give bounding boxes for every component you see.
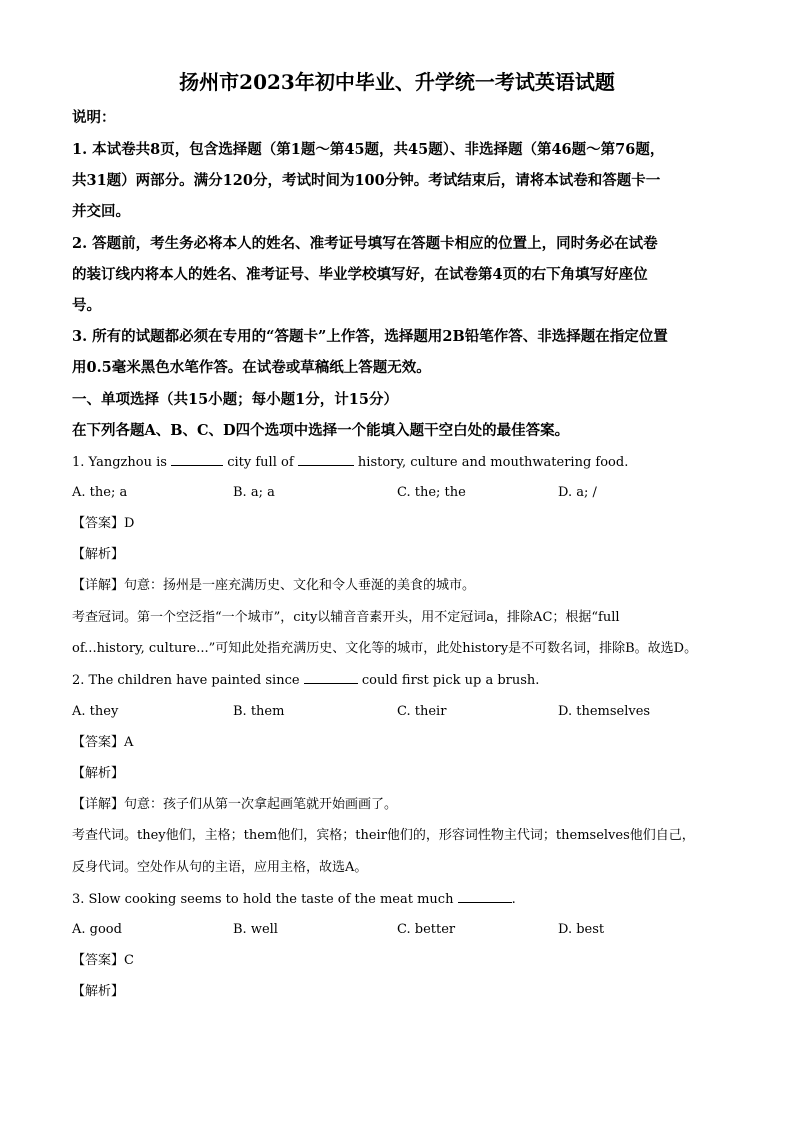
answer-tag: 【答案】 [72,953,125,968]
detail-tag: 【详解】 [72,578,125,593]
note-2-line-1: 2. 答题前，考生务必将本人的姓名、准考证号填写在答题卡相应的位置上，同时务必在试卷 [72,235,658,252]
q3-stem-end: . [511,892,516,907]
q1-stem-part-c: history, culture and mouthwatering food. [357,455,629,470]
q2-option-d: D. themselves [558,704,651,719]
q1-explanation-line-1: 考查冠词。第一个空泛指“一个城市”，city以辅音音素开头，用不定冠词a，排除AC；根据“full [72,610,620,625]
notes-heading: 说明： [72,109,116,126]
q3-option-c: C. better [397,922,456,937]
q2-option-b: B. them [233,704,285,719]
q1-option-c: C. the; the [397,485,466,500]
q2-explanation-line-2: 反身代词。空处作从句的主语，应用主格，故选A。 [72,860,368,875]
q2-stem-part-a: 2. The children have painted since [72,673,300,688]
q2-detail-text: 句意：孩子们从第一次拿起画笔就开始画画了。 [124,797,398,812]
q2-detail [72,794,397,816]
note-1-line-1: 1. 本试卷共8页，包含选择题（第1题～第45题，共45题）、非选择题（第46题～第76题， [72,141,665,158]
note-3-line-1: 3. 所有的试题都必须在专用的“答题卡”上作答，选择题用2B铅笔作答、非选择题在指定位置 [72,328,668,345]
note-2-line-3: 号。 [72,297,101,314]
note-2-line-2: 的装订线内将本人的姓名、准考证号、毕业学校填写好，在试卷第4页的右下角填写好座位 [72,266,648,283]
q1-blank-2 [298,451,354,466]
note-1-line-3: 并交回。 [72,203,130,220]
note-3-line-2: 用0.5毫米黑色水笔作答。在试卷或草稿纸上答题无效。 [72,359,431,376]
q1-stem-part-b: city full of [227,455,294,470]
q3-option-a: A. good [72,922,122,937]
q2-blank [304,669,358,684]
q2-answer [72,732,133,754]
q1-answer-value: D [124,516,135,531]
q3-answer [72,950,134,972]
q3-answer-value: C [124,953,134,968]
q1-option-a: A. the; a [72,485,128,500]
q2-stem-part-b: could first pick up a brush. [361,673,540,688]
question-3-stem [72,888,516,911]
section-instruction: 在下列各题A、B、C、D四个选项中选择一个能填入题干空白处的最佳答案。 [72,422,570,439]
q2-option-c: C. their [397,704,447,719]
q3-analysis-tag: 【解析】 [72,984,125,999]
q3-stem-part-a: 3. Slow cooking seems to hold the taste of the meat much [72,892,454,907]
q1-option-d: D. a; / [558,485,597,500]
q2-option-a: A. they [72,704,119,719]
question-2-stem [72,669,539,692]
q2-explanation-line-1: 考查代词。they他们，主格；them他们，宾格；their他们的，形容词性物主代词；themselves他们自己， [72,828,695,843]
q1-analysis-tag: 【解析】 [72,547,125,562]
q2-analysis-tag: 【解析】 [72,766,125,781]
q1-explanation-line-2: of...history, culture...”可知此处指充满历史、文化等的城市，此处history是不可数名词，排除B。故选D。 [72,641,698,656]
q1-detail [72,575,475,597]
q3-option-b: B. well [233,922,278,937]
answer-tag: 【答案】 [72,735,125,750]
q1-detail-text: 句意：扬州是一座充满历史、文化和令人垂涎的美食的城市。 [124,578,476,593]
note-1-line-2: 共31题）两部分。满分120分，考试时间为100分钟。考试结束后，请将本试卷和答题卡一 [72,172,661,189]
q3-blank [458,888,512,903]
q1-answer [72,513,134,535]
detail-tag: 【详解】 [72,797,125,812]
q1-stem-part-a: 1. Yangzhou is [72,455,167,470]
page-title: 扬州市2023年初中毕业、升学统一考试英语试题 [179,70,615,94]
question-1-stem [72,451,628,474]
q2-answer-value: A [124,735,134,750]
answer-tag: 【答案】 [72,516,125,531]
q1-blank-1 [171,451,223,466]
q1-option-b: B. a; a [233,485,275,500]
q3-option-d: D. best [558,922,605,937]
section-heading: 一、单项选择（共15小题；每小题1分，计15分） [72,391,398,408]
